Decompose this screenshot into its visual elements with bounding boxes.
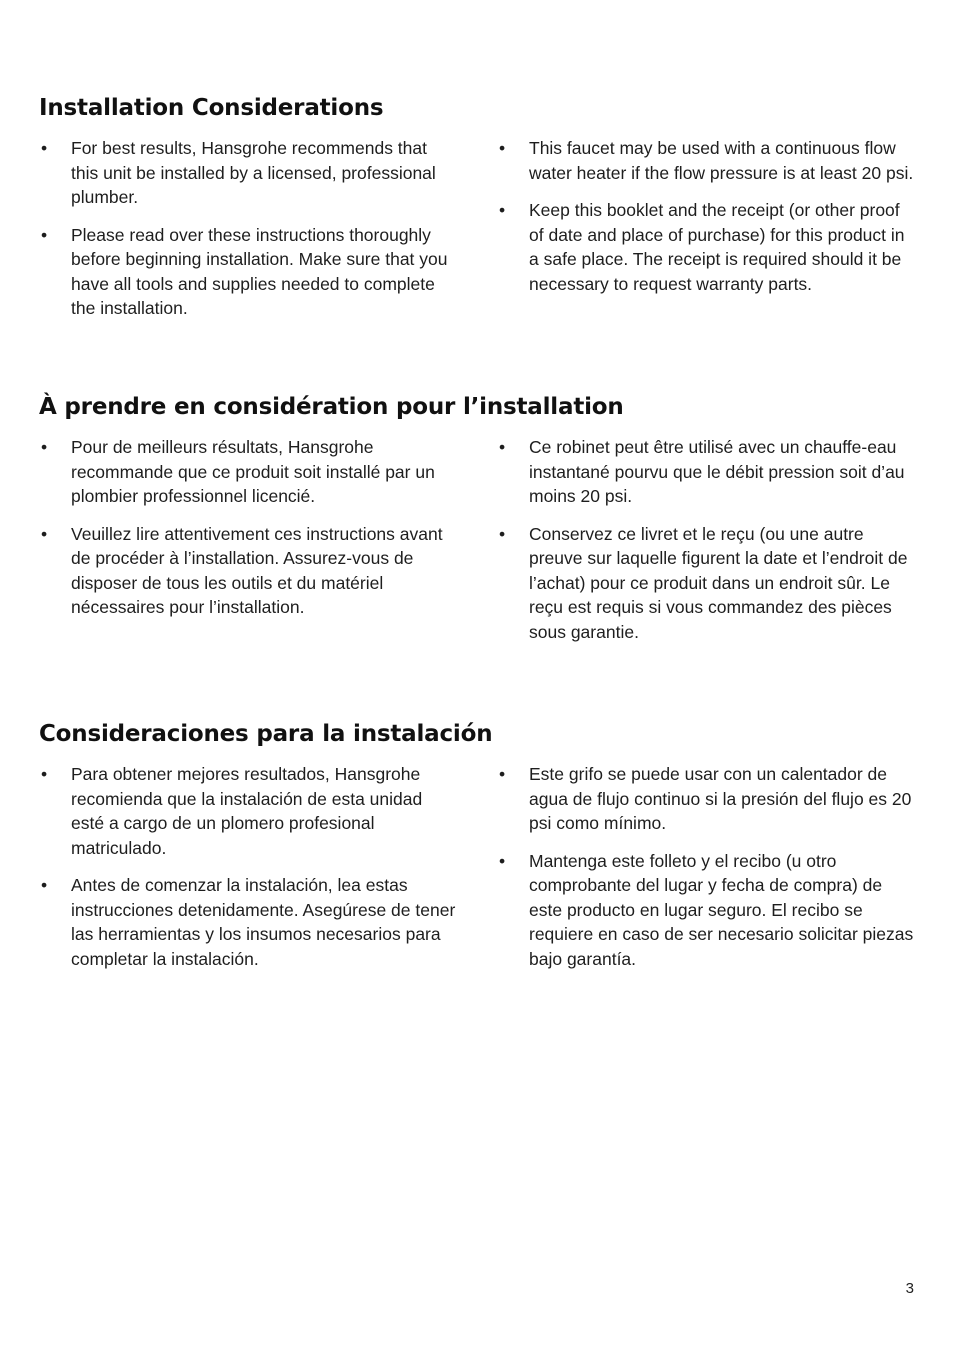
bullet-text: Keep this booklet and the receipt (or other proof of date and place of purchase) for this product in a safe place. The receipt is required should it be necessary to request warranty parts. bbox=[529, 200, 905, 294]
bullet-text: For best results, Hansgrohe recommends that this unit be installed by a licensed, professional plumber. bbox=[71, 138, 436, 207]
bullet-item bbox=[497, 136, 917, 185]
right-column bbox=[497, 435, 917, 657]
bullet-text: Antes de comenzar la instalación, lea estas instrucciones detenidamente. Asegúrese de tener las herramientas y los insumos necesarios para completar la instalación. bbox=[71, 875, 456, 969]
left-column bbox=[39, 136, 459, 334]
bullet-marker: • bbox=[41, 224, 48, 245]
bullet-marker: • bbox=[499, 764, 506, 784]
right-column bbox=[497, 762, 917, 984]
bullet-marker: • bbox=[41, 437, 48, 457]
bullet-item bbox=[497, 849, 917, 972]
bullet-item bbox=[39, 435, 459, 509]
section-title: À prendre en considération pour l’installation bbox=[39, 394, 624, 420]
bullet-text: Veuillez lire attentivement ces instructions avant de procéder à l’installation. Assurez-vous de disposer de tous les outils et du matériel nécessaires pour l’installation. bbox=[71, 523, 443, 617]
page-number: 3 bbox=[905, 1280, 914, 1297]
left-column bbox=[39, 435, 459, 633]
bullet-text: Pour de meilleurs résultats, Hansgrohe recommande que ce produit soit installé par un plombier professionnel licencié. bbox=[71, 437, 435, 506]
bullet-item bbox=[497, 522, 917, 645]
bullet-marker: • bbox=[499, 200, 506, 220]
bullet-marker: • bbox=[499, 850, 506, 871]
bullet-text: Conservez ce livret et le reçu (ou une autre preuve sur laquelle figurent la date et l’endroit de l’achat) pour ce produit dans un endroit sûr. Le reçu est requis si vous commandez des pièces sous garantie. bbox=[529, 523, 908, 642]
bullet-item bbox=[497, 198, 917, 296]
bullet-item bbox=[39, 223, 459, 321]
bullet-text: Este grifo se puede usar con un calentador de agua de flujo continuo si la presión del flujo es 20 psi como mínimo. bbox=[529, 764, 912, 833]
bullet-marker: • bbox=[41, 523, 48, 544]
bullet-text: Ce robinet peut être utilisé avec un chauffe-eau instantané pourvu que le débit pression soit d’au moins 20 psi. bbox=[529, 437, 905, 506]
bullet-marker: • bbox=[499, 138, 506, 158]
bullet-item bbox=[39, 522, 459, 620]
bullet-item bbox=[497, 762, 917, 836]
bullet-text: Mantenga este folleto y el recibo (u otro comprobante del lugar y fecha de compra) de este producto en lugar seguro. El recibo se requiere en caso de ser necesario solicitar piezas bajo garantía. bbox=[529, 850, 914, 969]
left-column bbox=[39, 762, 459, 984]
section-title: Consideraciones para la instalación bbox=[39, 721, 493, 747]
section-spanish bbox=[39, 720, 919, 969]
bullet-marker: • bbox=[41, 138, 48, 158]
section-title: Installation Considerations bbox=[39, 95, 384, 121]
bullet-item bbox=[39, 873, 459, 971]
bullet-item bbox=[39, 762, 459, 860]
bullet-marker: • bbox=[499, 437, 506, 457]
section-french bbox=[39, 393, 919, 642]
bullet-item bbox=[39, 136, 459, 210]
right-column bbox=[497, 136, 917, 309]
bullet-marker: • bbox=[41, 875, 48, 895]
bullet-marker: • bbox=[499, 523, 506, 544]
bullet-text: Para obtener mejores resultados, Hansgrohe recomienda que la instalación de esta unidad esté a cargo de un plomero profesional matriculado. bbox=[71, 764, 423, 858]
bullet-marker: • bbox=[41, 764, 48, 784]
bullet-text: This faucet may be used with a continuous flow water heater if the flow pressure is at least 20 psi. bbox=[529, 138, 914, 183]
bullet-text: Please read over these instructions thoroughly before beginning installation. Make sure that you have all tools and supplies needed to complete the installation. bbox=[71, 224, 448, 318]
section-english bbox=[39, 94, 919, 318]
bullet-item bbox=[497, 435, 917, 509]
